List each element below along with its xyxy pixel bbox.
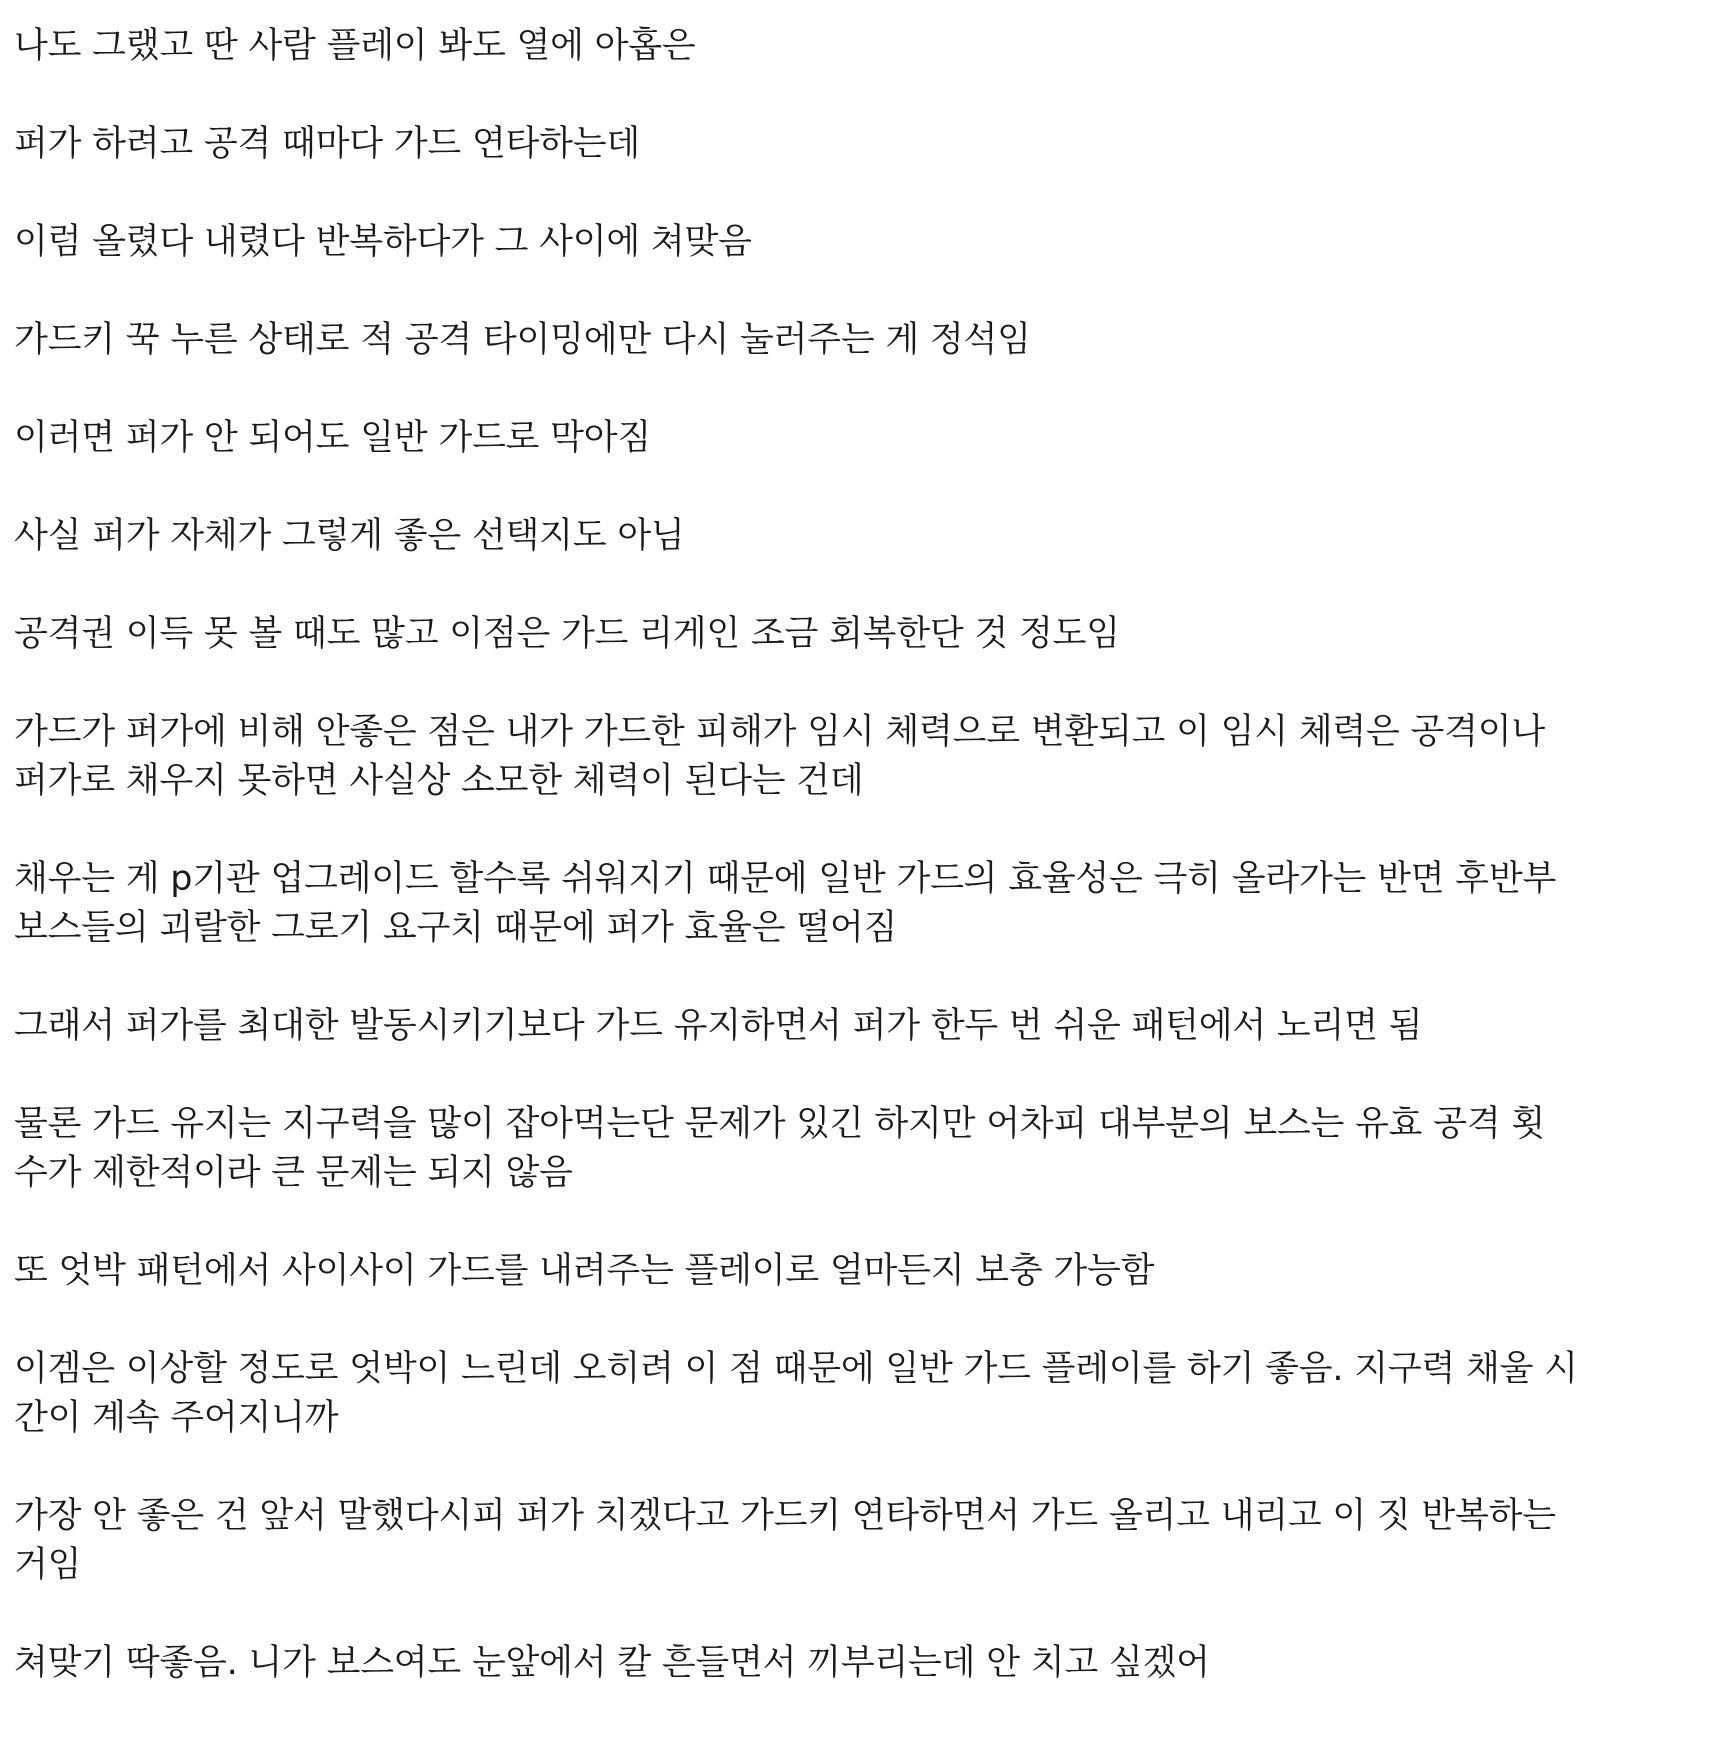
paragraph <box>14 1639 1714 1688</box>
text-line: 수가 제한적이라 큰 문제는 되지 않음 <box>14 1153 573 1193</box>
text-line: 이럼 올렸다 내렸다 반복하다가 그 사이에 쳐맞음 <box>14 222 752 262</box>
text-line: 나도 그랬고 딴 사람 플레이 봐도 열에 아홉은 <box>14 26 696 66</box>
text-line: 보스들의 괴랄한 그로기 요구치 때문에 퍼가 효율은 떨어짐 <box>14 908 898 948</box>
paragraph <box>14 1247 1714 1296</box>
paragraph <box>14 414 1714 463</box>
paragraph <box>14 1492 1714 1590</box>
text-line: 가장 안 좋은 건 앞서 말했다시피 퍼가 치겠다고 가드키 연타하면서 가드 올리고 내리고 이 짓 반복하는 <box>14 1496 1556 1536</box>
text-line: 거임 <box>14 1545 82 1585</box>
text-line: 퍼가 하려고 공격 때마다 가드 연타하는데 <box>14 124 640 164</box>
text-line: 공격권 이득 못 볼 때도 많고 이점은 가드 리게인 조금 회복한단 것 정도임 <box>14 614 1120 654</box>
text-line: 간이 계속 주어지니까 <box>14 1398 339 1438</box>
text-line: 이겜은 이상할 정도로 엇박이 느린데 오히려 이 점 때문에 일반 가드 플레이를 하기 좋음. 지구력 채울 시 <box>14 1349 1578 1389</box>
paragraph <box>14 1345 1714 1443</box>
text-line: 가드가 퍼가에 비해 안좋은 점은 내가 가드한 피해가 임시 체력으로 변환되고 이 임시 체력은 공격이나 <box>14 712 1545 752</box>
text-line: 퍼가로 채우지 못하면 사실상 소모한 체력이 된다는 건데 <box>14 761 864 801</box>
paragraph <box>14 120 1714 169</box>
text-line: 사실 퍼가 자체가 그렇게 좋은 선택지도 아님 <box>14 516 685 556</box>
paragraph <box>14 855 1714 953</box>
text-line: 이러면 퍼가 안 되어도 일반 가드로 막아짐 <box>14 418 651 458</box>
paragraph <box>14 610 1714 659</box>
text-line: 물론 가드 유지는 지구력을 많이 잡아먹는단 문제가 있긴 하지만 어차피 대부분의 보스는 유효 공격 횟 <box>14 1104 1545 1144</box>
text-line: 가드키 꾹 누른 상태로 적 공격 타이밍에만 다시 눌러주는 게 정석임 <box>14 320 1031 360</box>
paragraph <box>14 1100 1714 1198</box>
post-body <box>14 22 1714 1737</box>
paragraph <box>14 316 1714 365</box>
paragraph <box>14 22 1714 71</box>
paragraph <box>14 512 1714 561</box>
text-line: 또 엇박 패턴에서 사이사이 가드를 내려주는 플레이로 얼마든지 보충 가능함 <box>14 1251 1155 1291</box>
text-line: 쳐맞기 딱좋음. 니가 보스여도 눈앞에서 칼 흔들면서 끼부리는데 안 치고 싶겠어 <box>14 1643 1210 1683</box>
paragraph <box>14 708 1714 806</box>
text-line: 그래서 퍼가를 최대한 발동시키기보다 가드 유지하면서 퍼가 한두 번 쉬운 패턴에서 노리면 됨 <box>14 1006 1423 1046</box>
paragraph <box>14 218 1714 267</box>
paragraph <box>14 1002 1714 1051</box>
text-line: 채우는 게 p기관 업그레이드 할수록 쉬워지기 때문에 일반 가드의 효율성은 극히 올라가는 반면 후반부 <box>14 859 1557 899</box>
